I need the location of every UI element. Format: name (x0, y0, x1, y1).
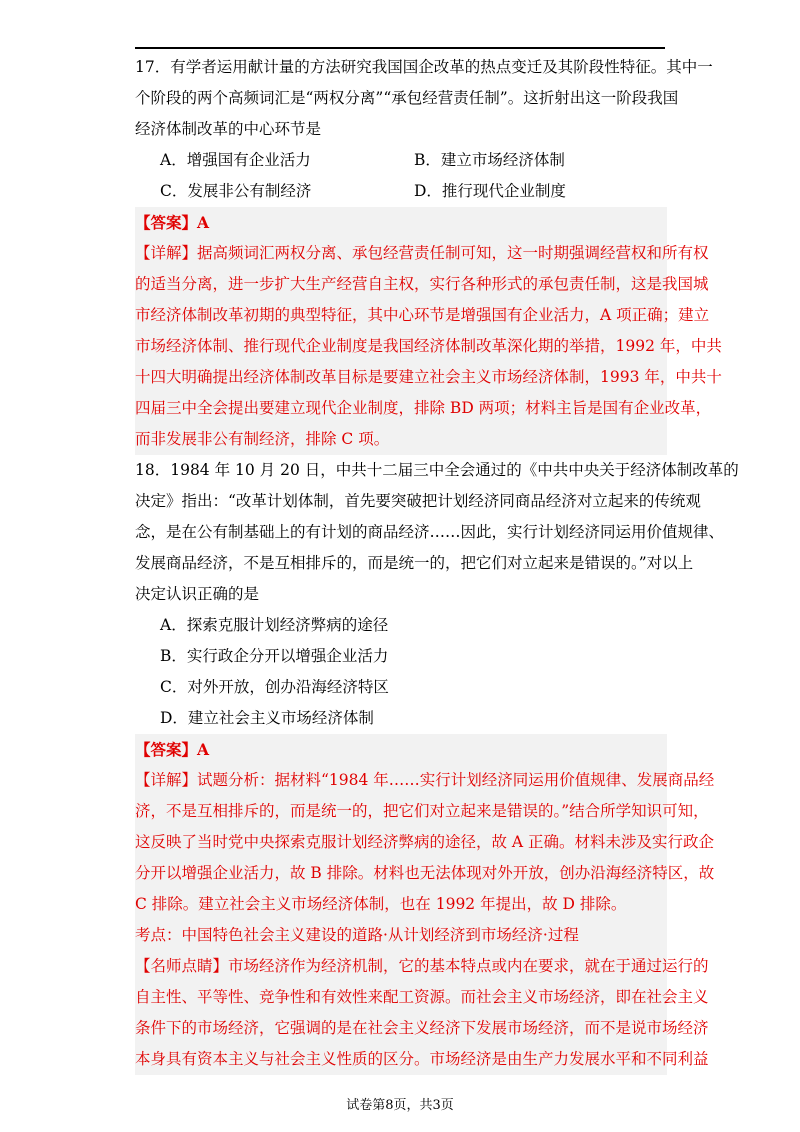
question-17-options-row-2 (135, 176, 667, 207)
answer-label: 【答案】A (135, 740, 210, 759)
detail-line: 市场经济体制、推行现代企业制度是我国经济体制改革深化期的举措，1992 年，中共 (135, 337, 722, 355)
question-17-line-2: 个阶段的两个高频词汇是“两权分离”“承包经营责任制”。这折射出这一阶段我国 (135, 89, 679, 107)
page-footer: 试卷第8页，共3页 (346, 1098, 454, 1113)
question-18-answer-box (135, 734, 715, 1075)
option-c: C．对外开放，创办沿海经济特区 (160, 678, 389, 696)
detail-line: 四届三中全会提出要建立现代企业制度，排除 BD 两项；材料主旨是国有企业改革， (135, 399, 712, 417)
detail-line: 而非发展非公有制经济，排除 C 项。 (135, 430, 390, 448)
teacher-comment-line: 自主性、平等性、竞争性和有效性来配工资源。而社会主义市场经济，即在社会主义 (135, 988, 709, 1006)
teacher-comment-line: 【名师点睛】市场经济作为经济机制，它的基本特点或内在要求，就在于通过运行的 (135, 957, 709, 975)
option-d: D．推行现代企业制度 (414, 182, 566, 200)
question-17-line-3: 经济体制改革的中心环节是 (135, 120, 322, 138)
detail-line: C 排除。建立社会主义市场经济体制，也在 1992 年提出，故 D 排除。 (135, 895, 627, 913)
question-18-line-3: 念，是在公有制基础上的有计划的商品经济……因此，实行计划经济同运用价值规律、 (135, 523, 725, 541)
top-rule (135, 47, 665, 49)
detail-line: 十四大明确提出经济体制改革目标是要建立社会主义市场经济体制，1993 年，中共十 (135, 368, 722, 386)
question-18-line-1: 18．1984 年 10 月 20 日，中共十二届三中全会通过的《中共中央关于经济体制改革的 (135, 461, 739, 479)
question-17-options-row-1 (135, 145, 667, 176)
question-18-line-5: 决定认识正确的是 (135, 585, 260, 603)
detail-line: 分开以增强企业活力，故 B 排除。材料也无法体现对外开放，创办沿海经济特区，故 (135, 864, 715, 882)
option-d: D．建立社会主义市场经济体制 (160, 709, 374, 727)
teacher-comment-line: 本身具有资本主义与社会主义性质的区分。市场经济是由生产力发展水平和不同利益 (135, 1050, 709, 1068)
option-b: B．建立市场经济体制 (414, 151, 565, 169)
detail-line: 的适当分离，进一步扩大生产经营自主权，实行各种形式的承包责任制，这是我国城 (135, 275, 709, 293)
question-18-line-4: 发展商品经济，不是互相排斥的，而是统一的，把它们对立起来是错误的。”对以上 (135, 554, 694, 572)
option-c: C．发展非公有制经济 (160, 182, 312, 200)
question-18 (135, 455, 739, 734)
detail-line: 这反映了当时党中央探索克服计划经济弊病的途径，故 A 正确。材料未涉及实行政企 (135, 833, 715, 851)
question-17 (135, 52, 713, 207)
detail-line: 【详解】据高频词汇两权分离、承包经营责任制可知，这一时期强调经营权和所有权 (135, 244, 709, 262)
detail-line: 济，不是互相排斥的，而是统一的，把它们对立起来是错误的。”结合所学知识可知， (135, 802, 709, 820)
teacher-comment-line: 条件下的市场经济，它强调的是在社会主义经济下发展市场经济，而不是说市场经济 (135, 1019, 709, 1037)
detail-line: 市经济体制改革初期的典型特征，其中心环节是增强国有企业活力，A 项正确；建立 (135, 306, 710, 324)
question-18-line-2: 决定》指出：“改革计划体制，首先要突破把计划经济同商品经济对立起来的传统观 (135, 492, 701, 510)
exam-point-line: 考点：中国特色社会主义建设的道路·从计划经济到市场经济·过程 (135, 926, 579, 944)
option-b: B．实行政企分开以增强企业活力 (160, 647, 389, 665)
content (135, 52, 739, 1075)
option-a: A．增强国有企业活力 (160, 151, 311, 169)
option-a: A．探索克服计划经济弊病的途径 (160, 616, 389, 634)
answer-label: 【答案】A (135, 213, 210, 232)
question-17-answer-box (135, 207, 722, 455)
detail-line: 【详解】试题分析：据材料“1984 年……实行计划经济同运用价值规律、发展商品经 (135, 771, 715, 789)
question-17-line-1: 17．有学者运用献计量的方法研究我国国企改革的热点变迁及其阶段性特征。其中一 (135, 58, 713, 76)
